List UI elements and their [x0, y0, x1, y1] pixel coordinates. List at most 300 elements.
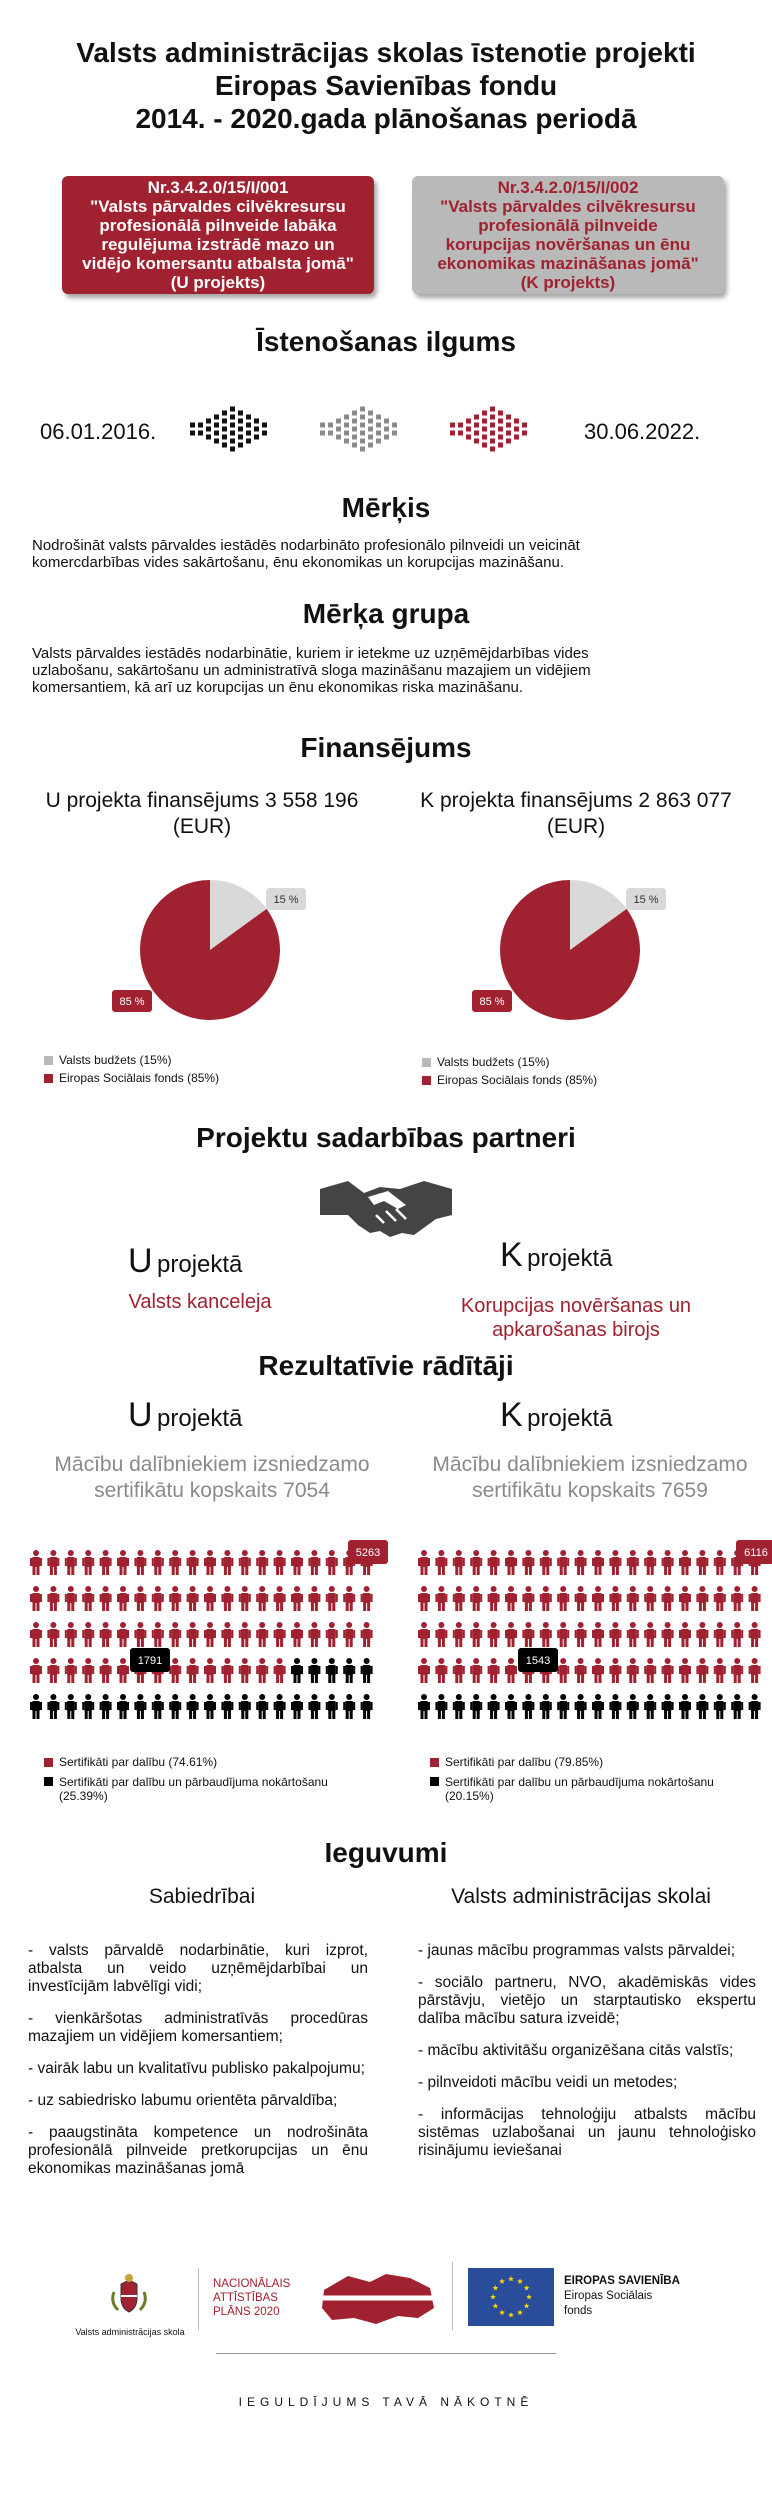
- target-group-line: uzlabošanu, sakārtošanu un administratīvā sloga mazināšanu mazajiem un vidējiem: [32, 662, 591, 679]
- person-icon: [291, 1658, 303, 1683]
- legend-swatch: [44, 1056, 53, 1065]
- results-data-label: 1543: [525, 1655, 551, 1667]
- person-icon: [343, 1586, 355, 1611]
- benefit-item: - valsts pārvaldē nodarbinātie, kuri izprot, atbalsta un veido uzņēmējdarbībai un investīcijām labvēlīgi vidi;: [28, 1942, 368, 1995]
- arrow-dot: [498, 411, 503, 416]
- u-caption-line: sertifikātu kopskaits 7054: [94, 1479, 330, 1502]
- arrow-dot: [450, 431, 455, 436]
- person-icon: [221, 1550, 233, 1575]
- arrow-dot: [238, 411, 243, 416]
- target-group-line: komersantiem, kā arī uz korupcijas un ēnu ekonomikas riska mazināšanu.: [32, 679, 524, 696]
- arrow-dot: [246, 431, 251, 436]
- arrow-dot: [238, 419, 243, 424]
- person-icon: [291, 1622, 303, 1647]
- person-icon: [256, 1622, 268, 1647]
- arrow-dot: [320, 423, 325, 428]
- handshake-icon: [318, 1175, 454, 1239]
- k-chart-title-line: (EUR): [546, 815, 606, 838]
- arrow-dot: [336, 435, 341, 440]
- k-pie-legend: [422, 1055, 597, 1087]
- person-icon: [169, 1550, 181, 1575]
- person-icon: [679, 1622, 691, 1647]
- arrow-dot: [254, 419, 259, 424]
- benefit-item: - paaugstināta kompetence un nodrošināta profesionālā pilnveide pretkorupcijas un ēnu ekonomikas mazināšanas jomā: [28, 2124, 368, 2177]
- eu-line: EIROPAS SAVIENĪBA: [564, 2275, 680, 2287]
- benefit-item: - jaunas mācību programmas valsts pārvaldei;: [418, 1942, 736, 1959]
- person-icon: [30, 1586, 42, 1611]
- person-icon: [644, 1658, 656, 1683]
- project-k-box: [412, 176, 724, 294]
- person-icon: [418, 1622, 430, 1647]
- project-k-title-line: korupcijas novēršanas un ēnu: [445, 235, 691, 254]
- arrow-dot: [206, 419, 211, 424]
- benefits-heading: Ieguvumi: [324, 1837, 448, 1868]
- arrow-dot: [230, 439, 235, 444]
- person-icon: [453, 1694, 465, 1719]
- k-letter: K: [500, 1236, 523, 1274]
- k-caption-line: sertifikātu kopskaits 7659: [472, 1479, 708, 1502]
- k-chart-title-line: K projekta finansējums 2 863 077: [420, 789, 732, 812]
- arrow-dot: [498, 419, 503, 424]
- arrow-dot: [360, 447, 365, 452]
- arrow-dot: [360, 423, 365, 428]
- arrow-dot: [474, 439, 479, 444]
- arrow-dot: [376, 431, 381, 436]
- arrow-dot: [498, 435, 503, 440]
- arrow-dot: [344, 415, 349, 420]
- arrow-dot: [368, 443, 373, 448]
- person-icon: [505, 1694, 517, 1719]
- person-icon: [731, 1694, 743, 1719]
- legend-item: [44, 1775, 328, 1803]
- arrow-dot: [522, 431, 527, 436]
- person-icon: [749, 1694, 761, 1719]
- person-icon: [557, 1694, 569, 1719]
- person-icon: [82, 1622, 94, 1647]
- project-u-box: [62, 176, 374, 294]
- arrow-dot: [328, 431, 333, 436]
- person-icon: [592, 1586, 604, 1611]
- person-icon: [749, 1586, 761, 1611]
- legend-item: [44, 1755, 328, 1769]
- person-icon: [134, 1622, 146, 1647]
- person-icon: [731, 1658, 743, 1683]
- person-icon: [204, 1694, 216, 1719]
- person-icon: [152, 1550, 164, 1575]
- person-icon: [488, 1550, 500, 1575]
- person-icon: [575, 1658, 587, 1683]
- u-chart-title: [22, 788, 382, 840]
- person-icon: [100, 1658, 112, 1683]
- arrow-dot: [482, 435, 487, 440]
- u-results-header: [128, 1396, 242, 1435]
- person-icon: [505, 1586, 517, 1611]
- latvia-map-icon: [318, 2268, 438, 2328]
- arrow-dot: [344, 431, 349, 436]
- person-icon: [204, 1658, 216, 1683]
- project-k-title-line: profesionālā pilnveide: [478, 216, 658, 235]
- arrow-dot: [360, 407, 365, 412]
- k-partner-line: Korupcijas novēršanas un: [460, 1295, 692, 1317]
- project-u-title-line: profesionālā pilnveide labāka: [99, 216, 337, 235]
- arrow-dot: [246, 423, 251, 428]
- school-name: Valsts administrācijas skola: [75, 2327, 185, 2337]
- arrow-dot: [238, 427, 243, 432]
- person-icon: [540, 1550, 552, 1575]
- person-icon: [239, 1622, 251, 1647]
- legend-label-line: (20.15%): [445, 1789, 494, 1803]
- person-icon: [47, 1586, 59, 1611]
- person-icon: [592, 1622, 604, 1647]
- k-people-chart: [418, 1540, 772, 1740]
- arrow-dot: [490, 439, 495, 444]
- eu-line: Eiropas Sociālais: [564, 2290, 653, 2302]
- person-icon: [274, 1658, 286, 1683]
- arrow-dot: [490, 423, 495, 428]
- arrow-dot: [376, 423, 381, 428]
- person-icon: [627, 1586, 639, 1611]
- arrow-dot: [246, 439, 251, 444]
- arrow-dot: [506, 423, 511, 428]
- results-data-label: 5263: [355, 1547, 381, 1559]
- person-icon: [82, 1658, 94, 1683]
- pie-data-label: 85 %: [479, 996, 505, 1008]
- arrow-dot: [230, 415, 235, 420]
- arrow-dot: [522, 423, 527, 428]
- person-icon: [134, 1586, 146, 1611]
- person-icon: [662, 1550, 674, 1575]
- legend-item: [430, 1775, 714, 1803]
- legend-label: Eiropas Sociālais fonds (85%): [59, 1071, 220, 1085]
- legend-item: [422, 1073, 597, 1087]
- person-icon: [644, 1694, 656, 1719]
- arrow-dot: [254, 427, 259, 432]
- arrow-dot: [514, 435, 519, 440]
- person-icon: [326, 1550, 338, 1575]
- person-icon: [592, 1550, 604, 1575]
- person-icon: [435, 1550, 447, 1575]
- u-caption-line: Mācību dalībniekiem izsniedzamo: [54, 1453, 370, 1476]
- person-icon: [291, 1550, 303, 1575]
- person-icon: [274, 1694, 286, 1719]
- benefits-left-list: [28, 1942, 368, 2192]
- project-k-title-line: ekonomikas mazināšanas jomā": [437, 254, 699, 273]
- person-icon: [256, 1658, 268, 1683]
- u-results-legend: [44, 1755, 328, 1803]
- benefit-item: - uz sabiedrisko labumu orientēta pārvaldība;: [28, 2092, 338, 2109]
- person-icon: [239, 1658, 251, 1683]
- projekta-label: projektā: [157, 1405, 243, 1432]
- arrow-dot: [466, 419, 471, 424]
- arrow-dot: [384, 419, 389, 424]
- arrow-dot: [190, 423, 195, 428]
- nap-logo-text: [213, 2277, 290, 2319]
- arrow-dot: [458, 431, 463, 436]
- arrow-dot: [206, 435, 211, 440]
- arrow-dot: [238, 443, 243, 448]
- arrow-dot: [352, 427, 357, 432]
- arrow-dot: [368, 427, 373, 432]
- person-icon: [30, 1622, 42, 1647]
- projekta-label: projektā: [527, 1245, 613, 1272]
- person-icon: [117, 1550, 129, 1575]
- legend-item: [44, 1053, 219, 1067]
- arrow-dot: [474, 423, 479, 428]
- k-chart-title: [396, 788, 756, 840]
- arrow-dot: [222, 443, 227, 448]
- person-icon: [679, 1658, 691, 1683]
- financing-heading: Finansējums: [300, 732, 472, 763]
- page-title: [0, 36, 772, 135]
- person-icon: [361, 1586, 373, 1611]
- person-icon: [65, 1622, 77, 1647]
- arrow-dot: [198, 431, 203, 436]
- person-icon: [679, 1694, 691, 1719]
- person-icon: [714, 1622, 726, 1647]
- person-icon: [65, 1550, 77, 1575]
- arrow-dot: [222, 435, 227, 440]
- legend-label-line: (25.39%): [59, 1789, 108, 1803]
- person-icon: [540, 1694, 552, 1719]
- person-icon: [308, 1622, 320, 1647]
- pie-data-label: 15 %: [273, 894, 299, 906]
- person-icon: [204, 1586, 216, 1611]
- arrow-dot: [368, 411, 373, 416]
- person-icon: [522, 1622, 534, 1647]
- person-icon: [749, 1658, 761, 1683]
- arrow-dot: [376, 415, 381, 420]
- benefits-right-heading: Valsts administrācijas skolai: [451, 1885, 711, 1908]
- k-letter: K: [500, 1396, 523, 1434]
- person-icon: [488, 1694, 500, 1719]
- person-icon: [575, 1622, 587, 1647]
- person-icon: [204, 1622, 216, 1647]
- person-icon: [343, 1622, 355, 1647]
- arrow-dot: [222, 411, 227, 416]
- u-partner-name: Valsts kanceleja: [128, 1291, 272, 1313]
- person-icon: [488, 1622, 500, 1647]
- person-icon: [540, 1622, 552, 1647]
- projekta-label: projektā: [527, 1405, 613, 1432]
- person-icon: [117, 1622, 129, 1647]
- arrow-dot: [498, 443, 503, 448]
- person-icon: [204, 1550, 216, 1575]
- arrow-dot: [206, 427, 211, 432]
- person-icon: [557, 1622, 569, 1647]
- person-icon: [152, 1622, 164, 1647]
- person-icon: [82, 1550, 94, 1575]
- arrow-dot: [474, 415, 479, 420]
- person-icon: [30, 1694, 42, 1719]
- person-icon: [187, 1586, 199, 1611]
- arrow-dot: [336, 427, 341, 432]
- person-icon: [274, 1586, 286, 1611]
- benefit-item: - informācijas tehnoloģiju atbalsts mācību sistēmas uzlabošanai un jaunu tehnoloģisko risinājumu ieviešanai: [418, 2106, 756, 2159]
- benefits-left-heading: Sabiedrībai: [148, 1885, 256, 1908]
- person-icon: [470, 1622, 482, 1647]
- person-icon: [100, 1694, 112, 1719]
- person-icon: [662, 1658, 674, 1683]
- nap-line: PLĀNS 2020: [213, 2306, 280, 2318]
- person-icon: [557, 1586, 569, 1611]
- arrow-dot: [490, 415, 495, 420]
- person-icon: [749, 1622, 761, 1647]
- arrow-dot: [198, 423, 203, 428]
- arrow-dot: [222, 427, 227, 432]
- goal-heading: Mērķis: [341, 492, 431, 523]
- person-icon: [731, 1622, 743, 1647]
- person-icon: [662, 1622, 674, 1647]
- person-icon: [256, 1586, 268, 1611]
- goal-line: Nodrošināt valsts pārvaldes iestādēs nodarbināto profesionālo pilnveidi un veicināt: [32, 537, 580, 554]
- arrow-dot: [352, 443, 357, 448]
- person-icon: [100, 1586, 112, 1611]
- arrow-dot: [368, 435, 373, 440]
- person-icon: [540, 1586, 552, 1611]
- benefits-right-list: [418, 1942, 756, 2174]
- person-icon: [152, 1586, 164, 1611]
- nap-line: ATTĪSTĪBAS: [213, 2292, 278, 2304]
- person-icon: [256, 1694, 268, 1719]
- legend-label: Valsts budžets (15%): [437, 1055, 550, 1069]
- u-partner-header: [128, 1242, 242, 1281]
- arrow-dot: [482, 411, 487, 416]
- legend-swatch: [430, 1758, 439, 1767]
- person-icon: [714, 1694, 726, 1719]
- person-icon: [679, 1550, 691, 1575]
- project-u-number: Nr.3.4.2.0/15/I/001: [147, 178, 289, 197]
- person-icon: [714, 1658, 726, 1683]
- person-icon: [714, 1550, 726, 1575]
- arrow-dot: [230, 431, 235, 436]
- person-icon: [134, 1550, 146, 1575]
- coat-of-arms-icon: [104, 2272, 154, 2322]
- person-icon: [522, 1586, 534, 1611]
- person-icon: [575, 1586, 587, 1611]
- partners-heading: Projektu sadarbības partneri: [196, 1122, 576, 1153]
- person-icon: [522, 1550, 534, 1575]
- k-partner-name: [396, 1294, 756, 1342]
- person-icon: [488, 1586, 500, 1611]
- legend-label: Sertifikāti par dalību (79.85%): [445, 1755, 604, 1769]
- person-icon: [117, 1658, 129, 1683]
- arrow-dot: [246, 415, 251, 420]
- divider: [452, 2262, 453, 2330]
- person-icon: [47, 1550, 59, 1575]
- arrow-dot: [262, 423, 267, 428]
- person-icon: [117, 1694, 129, 1719]
- u-letter: U: [128, 1396, 153, 1434]
- arrow-dot: [466, 435, 471, 440]
- arrow-dot: [328, 423, 333, 428]
- person-icon: [470, 1658, 482, 1683]
- person-icon: [418, 1694, 430, 1719]
- person-icon: [47, 1658, 59, 1683]
- k-partner-line: apkarošanas birojs: [492, 1319, 660, 1341]
- person-icon: [696, 1694, 708, 1719]
- arrow-dot: [344, 439, 349, 444]
- person-icon: [221, 1658, 233, 1683]
- arrow-dot: [230, 423, 235, 428]
- arrow-dot: [320, 431, 325, 436]
- person-icon: [644, 1622, 656, 1647]
- benefit-item: - mācību aktivitāšu organizēšana citās valstīs;: [418, 2042, 734, 2059]
- person-icon: [117, 1586, 129, 1611]
- person-icon: [453, 1658, 465, 1683]
- project-u-title-line: vidējo komersantu atbalsta jomā": [82, 254, 354, 273]
- benefit-item: - pilnveidoti mācību veidi un metodes;: [418, 2074, 678, 2091]
- person-icon: [453, 1622, 465, 1647]
- person-icon: [627, 1550, 639, 1575]
- person-icon: [627, 1658, 639, 1683]
- person-icon: [470, 1550, 482, 1575]
- person-icon: [361, 1622, 373, 1647]
- legend-label: [445, 1775, 714, 1803]
- arrow-dot: [230, 447, 235, 452]
- person-icon: [731, 1586, 743, 1611]
- title-line: Eiropas Savienības fondu: [214, 70, 558, 101]
- person-icon: [221, 1622, 233, 1647]
- arrow-dot: [214, 423, 219, 428]
- person-icon: [326, 1694, 338, 1719]
- target-group-line: Valsts pārvaldes iestādēs nodarbinātie, kuriem ir ietekme uz uzņēmējdarbības vides: [32, 645, 589, 662]
- arrow-dot: [360, 431, 365, 436]
- arrow-dot: [262, 431, 267, 436]
- person-icon: [308, 1694, 320, 1719]
- arrow-dot: [482, 419, 487, 424]
- legend-swatch: [422, 1058, 431, 1067]
- k-partner-header: [500, 1236, 613, 1275]
- person-icon: [435, 1586, 447, 1611]
- target-group-text: [32, 645, 740, 696]
- eu-line: fonds: [564, 2305, 593, 2317]
- arrow-dot: [352, 419, 357, 424]
- duration-heading: Īstenošanas ilgums: [256, 326, 516, 357]
- arrow-dot: [190, 431, 195, 436]
- end-date: 30.06.2022.: [584, 419, 701, 444]
- person-icon: [418, 1586, 430, 1611]
- person-icon: [326, 1586, 338, 1611]
- person-icon: [644, 1550, 656, 1575]
- arrow-dot: [474, 431, 479, 436]
- person-icon: [453, 1550, 465, 1575]
- person-icon: [152, 1694, 164, 1719]
- person-icon: [627, 1622, 639, 1647]
- footer-divider: [216, 2353, 556, 2354]
- arrow-dot: [506, 415, 511, 420]
- person-icon: [522, 1694, 534, 1719]
- legend-label-line: Sertifikāti par dalību un pārbaudījuma nokārtošanu: [445, 1775, 714, 1789]
- k-results-header: [500, 1396, 613, 1435]
- person-icon: [187, 1658, 199, 1683]
- arrow-dot: [384, 435, 389, 440]
- u-chart-title-line: (EUR): [172, 815, 232, 838]
- legend-item: [422, 1055, 597, 1069]
- arrow-dot: [214, 439, 219, 444]
- person-icon: [575, 1694, 587, 1719]
- arrow-dot: [230, 407, 235, 412]
- legend-swatch: [44, 1074, 53, 1083]
- person-icon: [592, 1658, 604, 1683]
- person-icon: [557, 1658, 569, 1683]
- arrow-dot: [498, 427, 503, 432]
- legend-label-line: Sertifikāti par dalību un pārbaudījuma nokārtošanu: [59, 1775, 328, 1789]
- project-k-title-line: "Valsts pārvaldes cilvēkresursu: [440, 197, 696, 216]
- arrow-dot: [344, 423, 349, 428]
- timeline-arrows-icon: [190, 404, 550, 454]
- person-icon: [435, 1658, 447, 1683]
- person-icon: [418, 1658, 430, 1683]
